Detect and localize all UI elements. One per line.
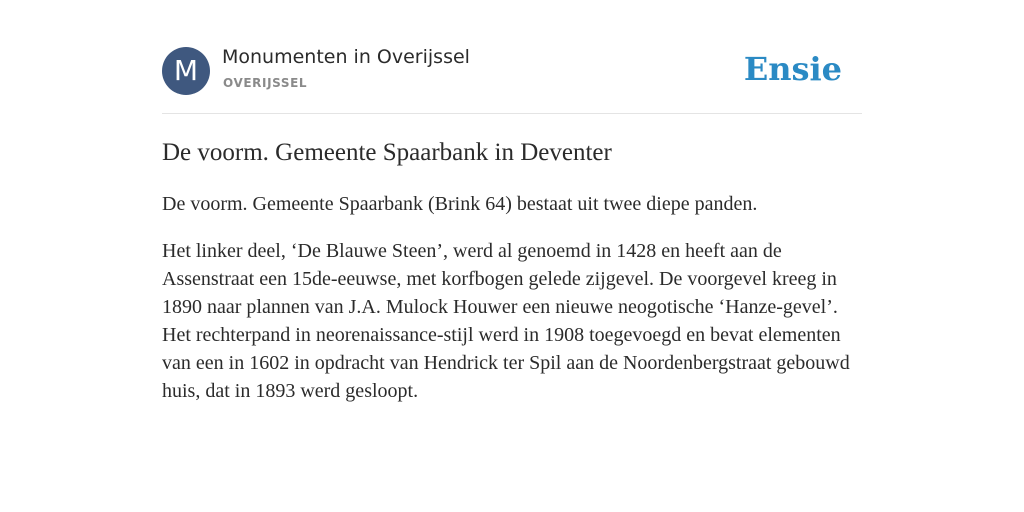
page-header: [162, 46, 862, 96]
article-paragraph: De voorm. Gemeente Spaarbank (Brink 64) bestaat uit twee diepe panden.: [162, 193, 758, 215]
brand-logo[interactable]: Ensie: [743, 50, 842, 88]
site-subtitle[interactable]: OVERIJSSEL: [223, 76, 308, 90]
avatar[interactable]: M: [162, 47, 210, 95]
article-paragraph: Het linker deel, ‘De Blauwe Steen’, werd al genoemd in 1428 en heeft aan de Assenstraat een 15de-eeuwse, met korfbogen gelede zijgevel. De voorgevel kreeg in 1890 naar plannen van J.A. Mulock Houwer een nieuwe neogotische ‘Hanze-gevel’. Het rechterpand in neorenaissance-stijl werd in 1908 toegevoegd en bevat elementen van een in 1602 in opdracht van Hendrick ter Spil aan de Noordenbergstraat gebouwd huis, dat in 1893 werd gesloopt.: [162, 240, 850, 402]
article-title: De voorm. Gemeente Spaarbank in Deventer: [162, 139, 612, 166]
site-title[interactable]: Monumenten in Overijssel: [222, 46, 470, 68]
divider: [162, 113, 862, 114]
